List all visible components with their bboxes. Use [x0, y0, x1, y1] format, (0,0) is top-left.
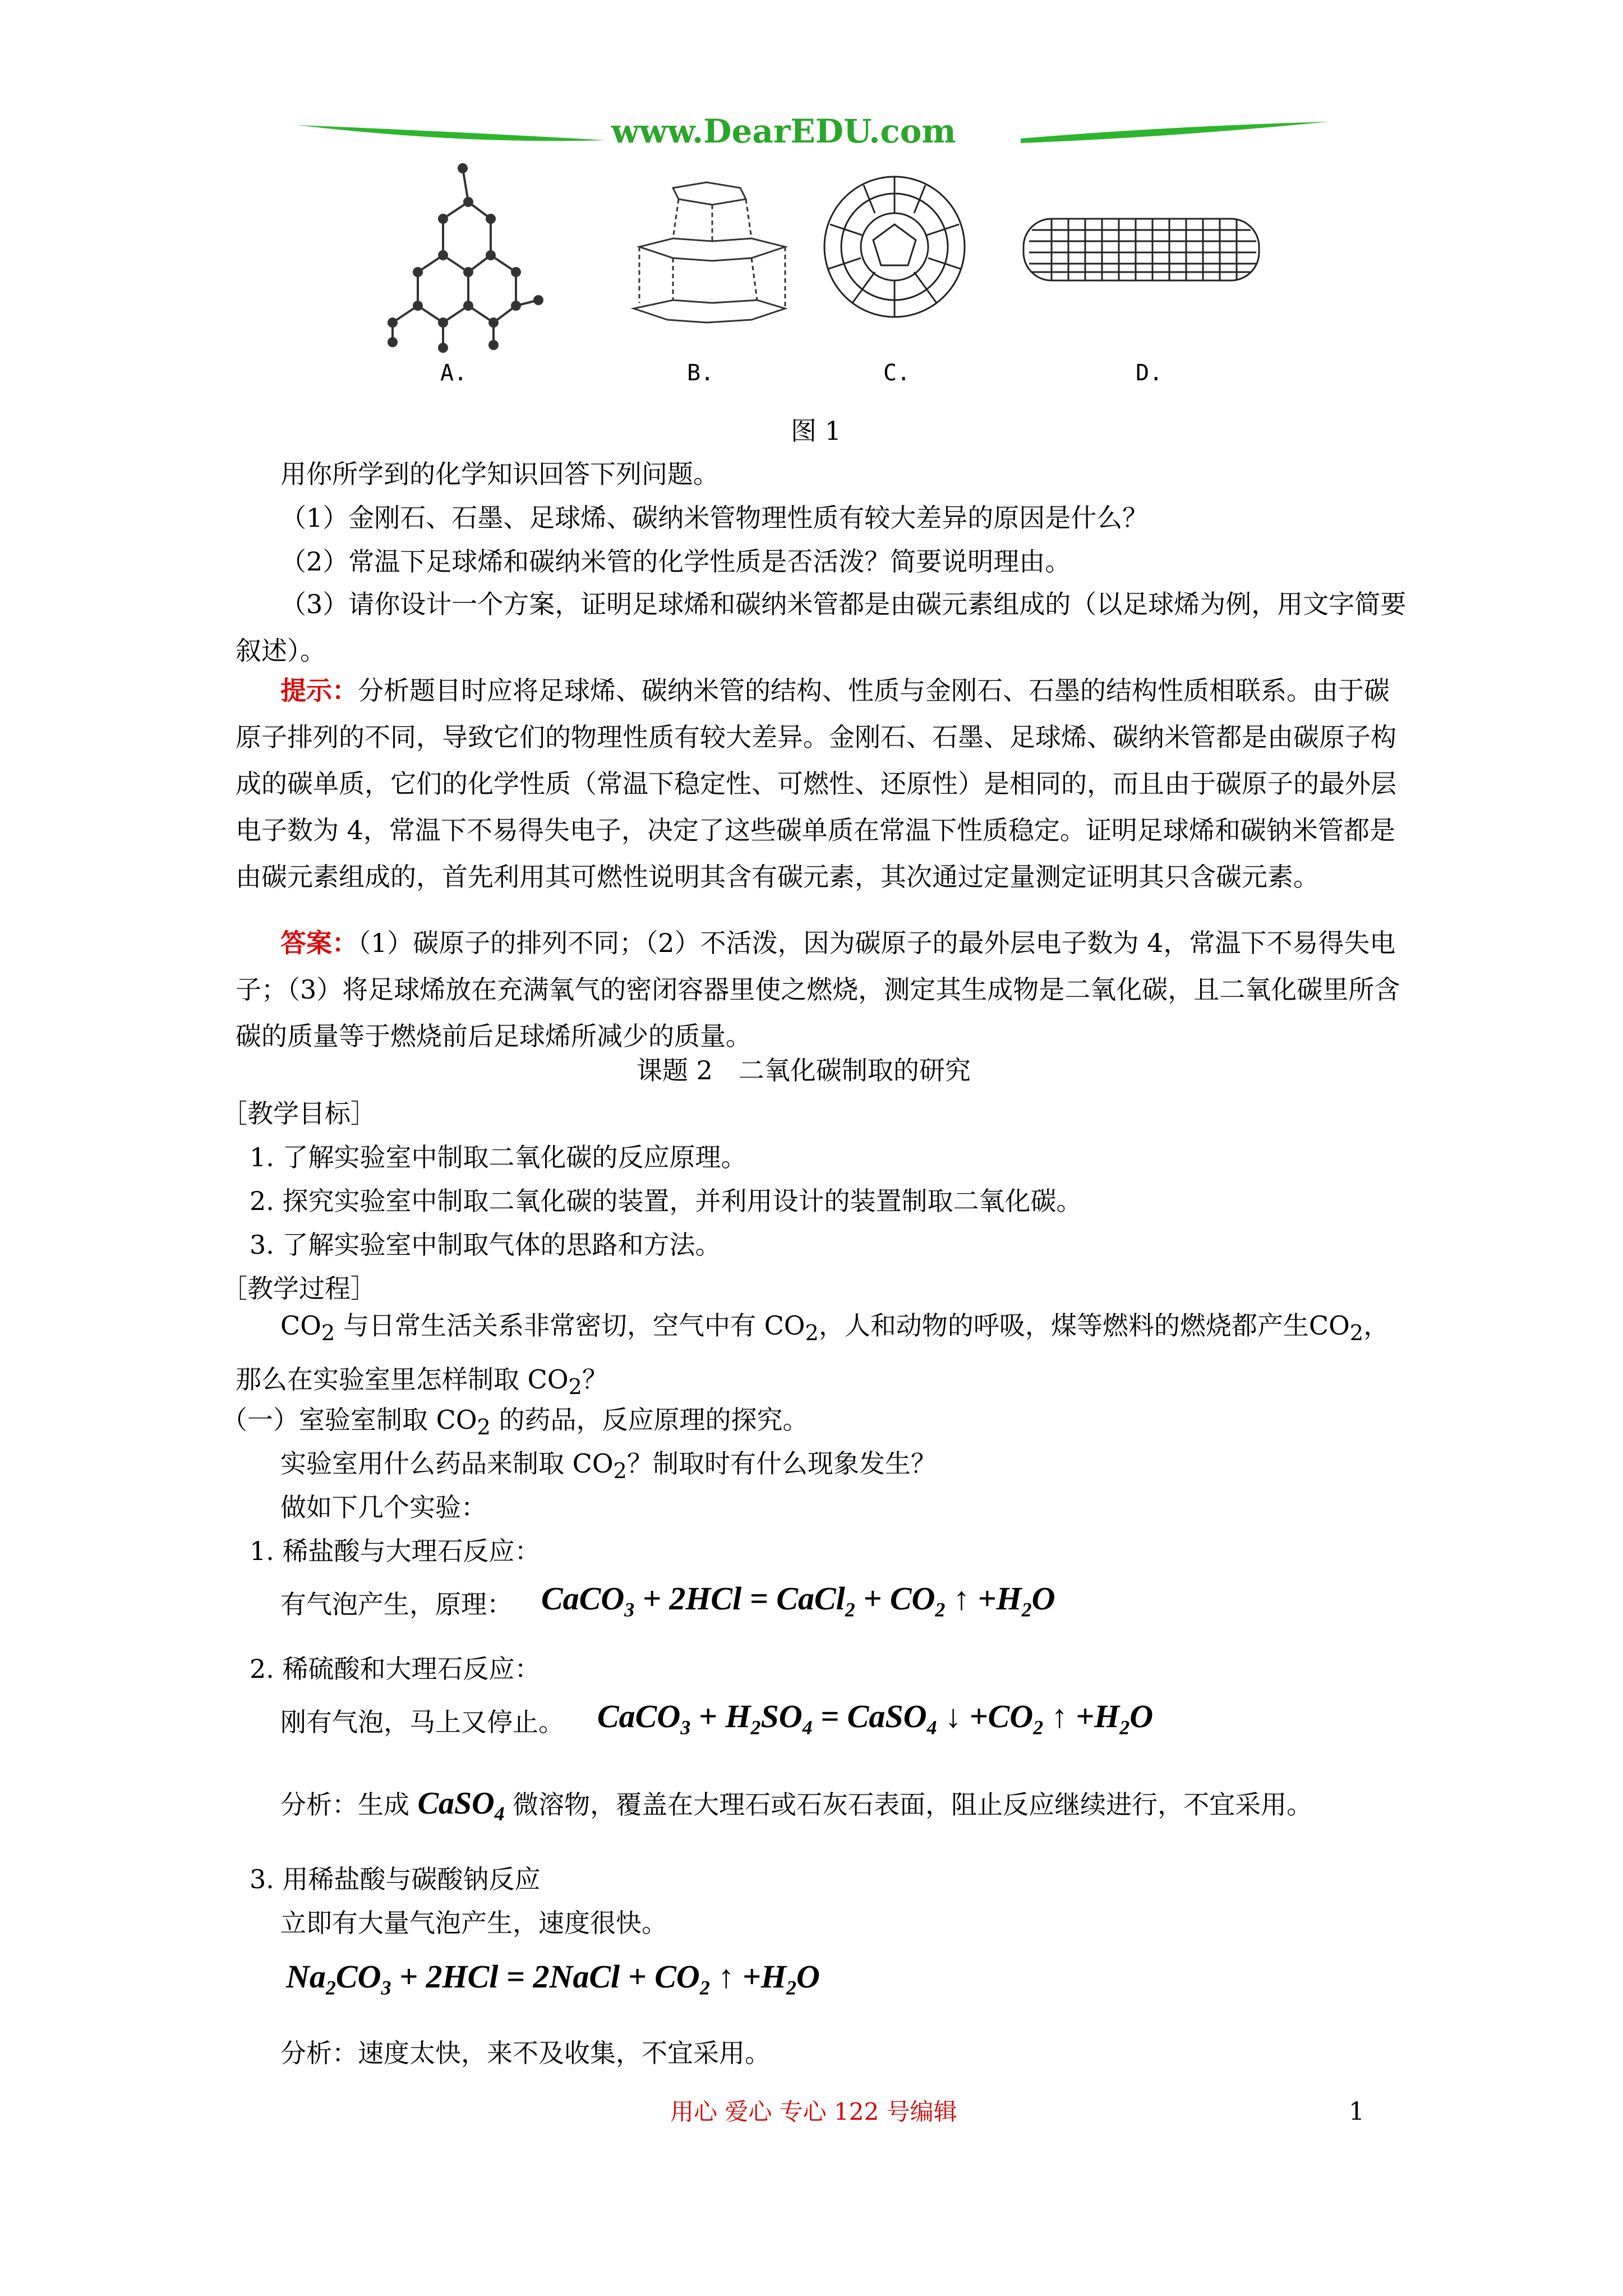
- goal-3: 3. 了解实验室中制取气体的思路和方法。: [250, 1230, 721, 1260]
- footer-text: 用心 爱心 专心 122 号编辑: [670, 2098, 957, 2125]
- goal-2: 2. 探究实验室中制取二氧化碳的装置，并利用设计的装置制取二氧化碳。: [250, 1186, 1082, 1216]
- diamond-structure: [389, 164, 542, 352]
- exp1-observation: 有气泡产生，原理：: [280, 1589, 513, 1619]
- equation-1: CaCO$_3$ + 2HCl = CaCl$_2$ + $CO_2$ ↑ $+H_2O$: [541, 1580, 1055, 1621]
- exp3-observation: 立即有大量气泡产生，速度很快。: [280, 1908, 667, 1938]
- hint-label: 提示：: [280, 675, 358, 706]
- figure-carbon-structures: [359, 157, 1279, 393]
- exp3-title: 3. 用稀盐酸与碳酸钠反应: [250, 1864, 541, 1894]
- equation-2: CaCO$_3$ + $H_2SO_4$ = CaSO$_4$ ↓ $+CO_2$ ↑ $+H_2O$: [597, 1698, 1154, 1739]
- figure-label-c: C.: [883, 360, 911, 386]
- equation-3: $Na_2CO_3 + 2HCl$ = 2NaCl + $CO_2$ ↑ $+H_2O$: [286, 1958, 820, 1999]
- structures-drawing: [359, 157, 1279, 393]
- exp2-title: 2. 稀硫酸和大理石反应：: [250, 1654, 541, 1684]
- figure-label-a: A.: [440, 360, 468, 386]
- process-heading: ［教学过程］: [222, 1273, 376, 1304]
- do-experiments: 做如下几个实验：: [280, 1492, 487, 1522]
- goals-heading: ［教学目标］: [222, 1098, 376, 1129]
- question-3: （3）请你设计一个方案，证明足球烯和碳纳米管都是由碳元素组成的（以足球烯为例，用文字简要叙述）。: [236, 589, 1407, 666]
- lesson-title: 课题 2 二氧化碳制取的研究: [637, 1055, 971, 1085]
- intro-text: 用你所学到的化学知识回答下列问题。: [280, 459, 719, 489]
- header-banner: [292, 109, 1335, 160]
- figure-label-d: D.: [1136, 360, 1163, 386]
- question-line: 实验室用什么药品来制取 $CO_2$？制取时有什么现象发生？: [280, 1448, 937, 1484]
- exp2-observation: 刚有气泡，马上又停止。: [280, 1707, 564, 1737]
- nanotube-structure: [1023, 219, 1259, 280]
- page-number: 1: [1349, 2097, 1364, 2126]
- process-intro: $CO_2$ 与日常生活关系非常密切，空气中有 $CO_2$，人和动物的呼吸，煤等燃料的燃烧都产生$CO_2$，那么在实验室里怎样制取 $CO_2$？: [236, 1310, 1390, 1400]
- answer-text: （1）碳原子的排列不同；（2）不活泼，因为碳原子的最外层电子数为 4，常温下不易得失电子；（3）将足球烯放在充满氧气的密闭容器里使之燃烧，测定其生成物是二氧化碳，且二氧化碳里所含碳的质量等于燃烧前后足球烯所减少的质量。: [236, 928, 1400, 1051]
- graphite-structure: [634, 182, 785, 323]
- site-url: www.DearEDU.com: [611, 112, 956, 150]
- section-1-heading: （一）室验室制取 $CO_2$ 的药品，反应原理的探究。: [222, 1405, 809, 1441]
- hint-paragraph: [236, 668, 1413, 900]
- answer-paragraph: [236, 920, 1413, 1060]
- analysis-2: 分析：生成 CaSO$_4$ 微溶物，覆盖在大理石或石灰石表面，阻止反应继续进行，不宜采用。: [280, 1786, 1313, 1825]
- question-1: （1）金刚石、石墨、足球烯、碳纳米管物理性质有较大差异的原因是什么？: [280, 503, 1149, 533]
- buckyball-structure: [824, 177, 965, 317]
- figure-label-b: B.: [687, 360, 714, 386]
- question-2: （2）常温下足球烯和碳纳米管的化学性质是否活泼？简要说明理由。: [280, 546, 1071, 577]
- hint-text: 分析题目时应将足球烯、碳纳米管的结构、性质与金刚石、石墨的结构性质相联系。由于碳原子排列的不同，导致它们的物理性质有较大差异。金刚石、石墨、足球烯、碳纳米管都是由碳原子构成的碳单质，它们的化学性质（常温下稳定性、可燃性、还原性）是相同的，而且由于碳原子的最外层电子数为 4，常温下不易得失电子，决定了这些碳单质在常温下性质稳定。证明足球烯和碳钠米管都是由碳元素组成的，首先利用其可燃性说明其含有碳元素，其次通过定量测定证明其只含碳元素。: [236, 675, 1396, 892]
- figure-caption: 图 1: [791, 416, 841, 446]
- answer-label: 答案：: [280, 928, 358, 958]
- goal-1: 1. 了解实验室中制取二氧化碳的反应原理。: [250, 1142, 747, 1172]
- analysis-3: 分析：速度太快，来不及收集，不宜采用。: [280, 2038, 771, 2068]
- exp1-title: 1. 稀盐酸与大理石反应：: [250, 1536, 541, 1566]
